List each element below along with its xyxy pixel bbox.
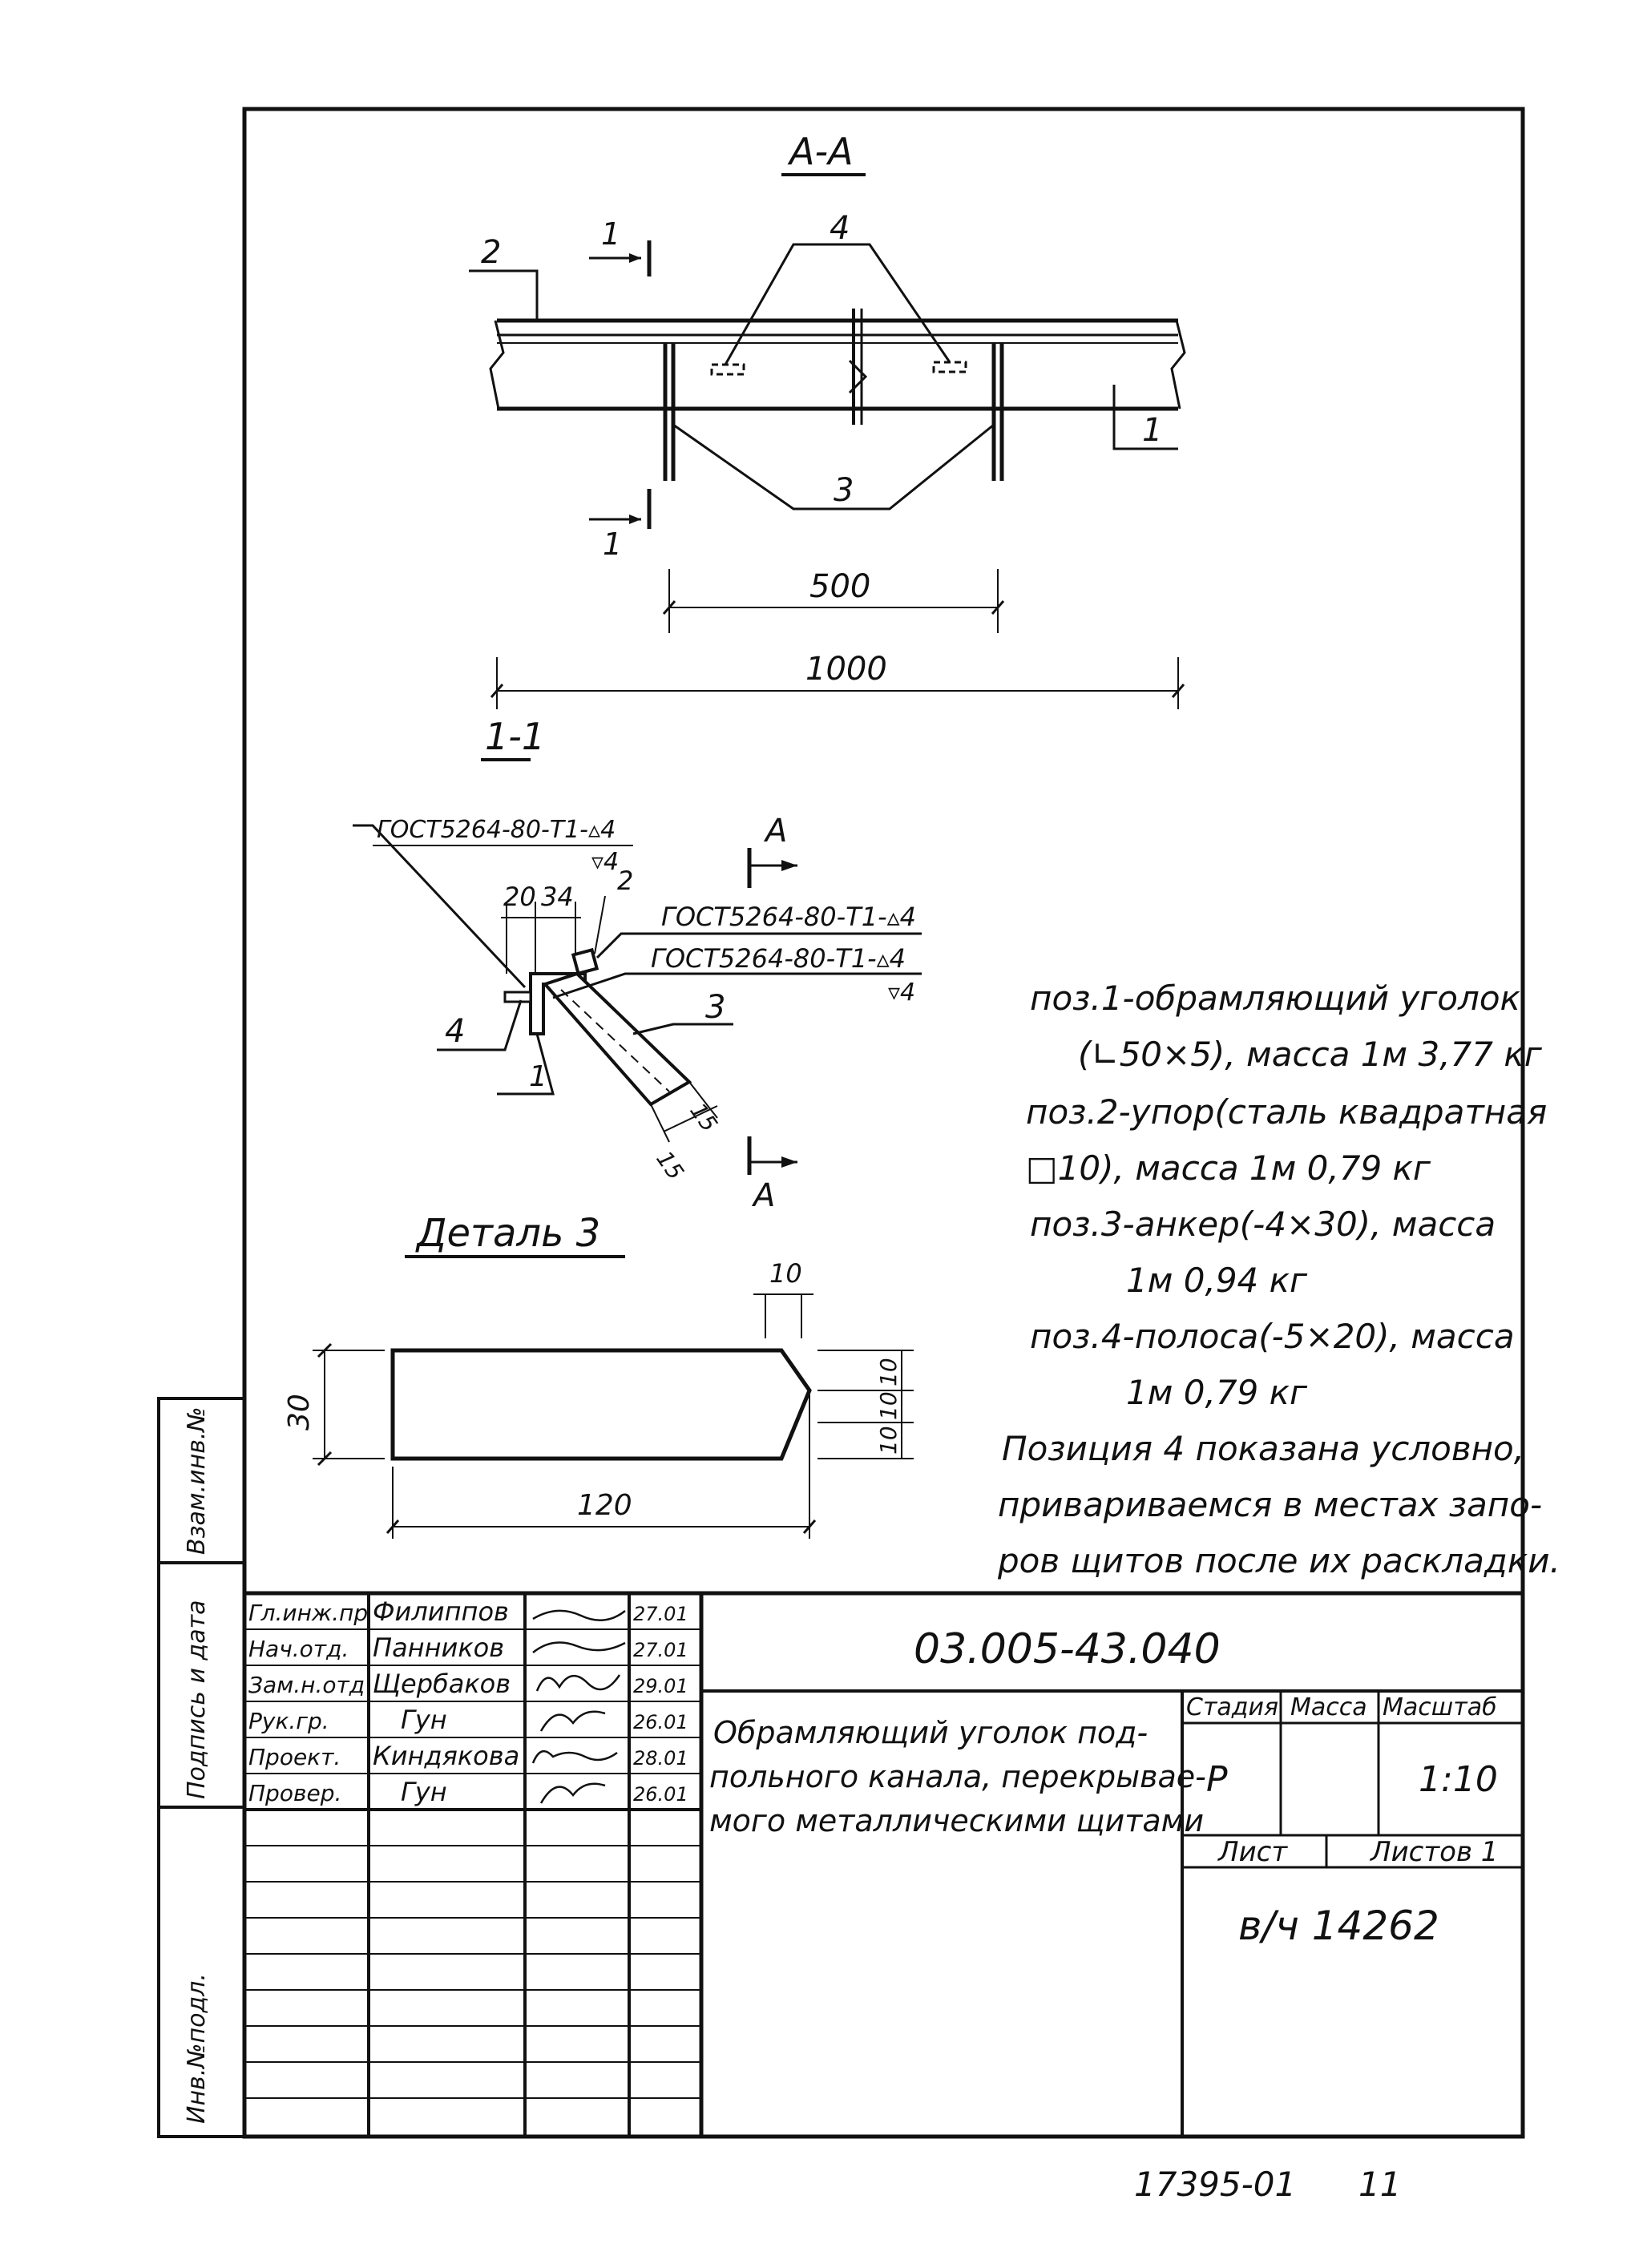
tb-stage-header: Стадия: [1186, 1693, 1279, 1721]
dim-20: 20: [503, 882, 536, 912]
tb-doc-code: 03.005-43.040: [914, 1625, 1221, 1673]
note-line-10: привариваемся в местах запо-: [998, 1485, 1543, 1524]
tb-description-2: польного канала, перекрывае-: [709, 1759, 1206, 1794]
margin-label-replacement: Взам.инв.№: [183, 1406, 211, 1555]
tb-name: Гун: [401, 1777, 447, 1807]
section-aa-title: А-А: [789, 130, 854, 173]
note-line-6: 1м 0,94 кг: [1126, 1261, 1308, 1300]
tb-row-5: [248, 1777, 688, 1807]
note-line-9: Позиция 4 показана условно,: [1002, 1429, 1525, 1468]
footer-stamp: 17395-01: [1134, 2165, 1297, 2204]
tb-sheet-label: Лист: [1218, 1836, 1288, 1868]
tb-role: Гл.инж.пр: [248, 1600, 369, 1626]
s11-pos-1: 1: [529, 1060, 547, 1093]
dim-34: 34: [541, 882, 574, 912]
aa-cut-label-top: 1: [601, 216, 621, 252]
margin-label-inventory: Инв.№подл.: [183, 1973, 211, 2124]
note-line-3: поз.2-упор(сталь квадратная: [1026, 1092, 1548, 1132]
detail-dim-10-r3: 10: [875, 1426, 902, 1455]
dim-15b: 15: [684, 1098, 723, 1137]
note-line-2: (∟50×5), масса 1м 3,77 кг: [1078, 1035, 1542, 1074]
aa-pos-4: 4: [830, 210, 850, 247]
weld-callout-2: ГОСТ5264-80-Т1-▵4: [661, 902, 917, 932]
weld-callout-3: ГОСТ5264-80-Т1-▵4: [651, 943, 906, 974]
tb-role: Рук.гр.: [248, 1708, 329, 1734]
footer: [1134, 2165, 1401, 2204]
detail-3-title: Деталь 3: [417, 1211, 601, 1256]
tb-row-0: [248, 1596, 688, 1627]
tb-description-1: Обрамляющий уголок под-: [713, 1715, 1148, 1750]
tb-date: 26.01: [633, 1783, 688, 1806]
tb-signature: [541, 1712, 605, 1731]
tb-row-4: [248, 1741, 688, 1771]
aa-cut-label-bottom: 1: [603, 527, 623, 562]
tb-org: в/ч 14262: [1238, 1903, 1439, 1949]
detail-3: [283, 1211, 914, 1539]
tb-role: Зам.н.отд: [248, 1672, 365, 1698]
tb-stage-value: Р: [1206, 1759, 1228, 1800]
detail-dim-120: 120: [577, 1489, 632, 1522]
s11-pos-2: 2: [617, 866, 634, 896]
aa-pos-1: 1: [1142, 412, 1163, 449]
note-line-8: 1м 0,79 кг: [1126, 1373, 1308, 1412]
tb-date: 27.01: [633, 1603, 688, 1625]
tb-signature: [537, 1675, 620, 1691]
weld-callout-3-sub: ▿4: [888, 979, 916, 1007]
tb-role: Нач.отд.: [248, 1636, 349, 1662]
tb-sheets-label: Листов 1: [1371, 1836, 1499, 1868]
note-line-4: □10), масса 1м 0,79 кг: [1026, 1148, 1431, 1188]
detail-dim-10-top: 10: [769, 1258, 802, 1289]
margin-label-signature: Подпись и дата: [183, 1600, 211, 1799]
tb-signature: [541, 1784, 605, 1803]
note-line-5: поз.3-анкер(-4×30), масса: [1030, 1205, 1496, 1244]
section-11: [353, 715, 922, 1214]
tb-scale-header: Масштаб: [1383, 1693, 1497, 1721]
tb-name: Щербаков: [373, 1669, 511, 1699]
tb-name: Киндякова: [373, 1741, 520, 1771]
left-margin-labels: [183, 1406, 211, 2124]
weld-callout-1: ГОСТ5264-80-Т1-▵4: [377, 816, 616, 844]
view-label-bottom: А: [753, 1177, 776, 1214]
tb-role: Провер.: [248, 1780, 342, 1806]
tb-signature: [533, 1643, 625, 1653]
aa-pos-3: 3: [834, 472, 854, 509]
note-line-1: поз.1-обрамляющий уголок: [1030, 979, 1520, 1018]
tb-scale-value: 1:10: [1419, 1759, 1498, 1800]
tb-date: 28.01: [633, 1747, 688, 1770]
tb-signature: [533, 1751, 617, 1763]
tb-row-3: [248, 1705, 688, 1735]
tb-signature: [533, 1611, 625, 1620]
tb-row-2: [248, 1669, 688, 1699]
tb-name: Гун: [401, 1705, 447, 1735]
aa-dim-500: 500: [809, 568, 871, 605]
s11-pos-3: 3: [705, 989, 726, 1026]
title-block: [244, 1593, 1523, 2137]
aa-pos-2: 2: [481, 234, 502, 271]
tb-date: 26.01: [633, 1711, 688, 1733]
weld-callout-1-sub: ▿4: [591, 848, 620, 876]
section-aa: [469, 130, 1185, 709]
footer-page: 11: [1358, 2165, 1402, 2204]
aa-dim-1000: 1000: [805, 651, 887, 688]
tb-name: Панников: [373, 1632, 505, 1663]
dim-15a: 15: [651, 1146, 689, 1185]
tb-date: 29.01: [633, 1675, 688, 1697]
note-line-11: ров щитов после их раскладки.: [998, 1541, 1560, 1580]
detail-dim-30: 30: [283, 1394, 316, 1431]
tb-row-1: [248, 1632, 688, 1663]
position-notes: [997, 979, 1560, 1580]
tb-name: Филиппов: [373, 1596, 509, 1627]
tb-date: 27.01: [633, 1639, 688, 1661]
view-label-top: А: [765, 813, 788, 849]
section-11-title: 1-1: [485, 715, 546, 758]
tb-mass-header: Масса: [1290, 1693, 1367, 1721]
s11-pos-4: 4: [445, 1013, 466, 1050]
tb-role: Проект.: [248, 1744, 341, 1770]
detail-dim-10-r1: 10: [875, 1358, 902, 1386]
note-line-7: поз.4-полоса(-5×20), масса: [1030, 1317, 1515, 1356]
tb-description-3: мого металлическими щитами: [709, 1803, 1205, 1838]
detail-dim-10-r2: 10: [875, 1391, 902, 1420]
